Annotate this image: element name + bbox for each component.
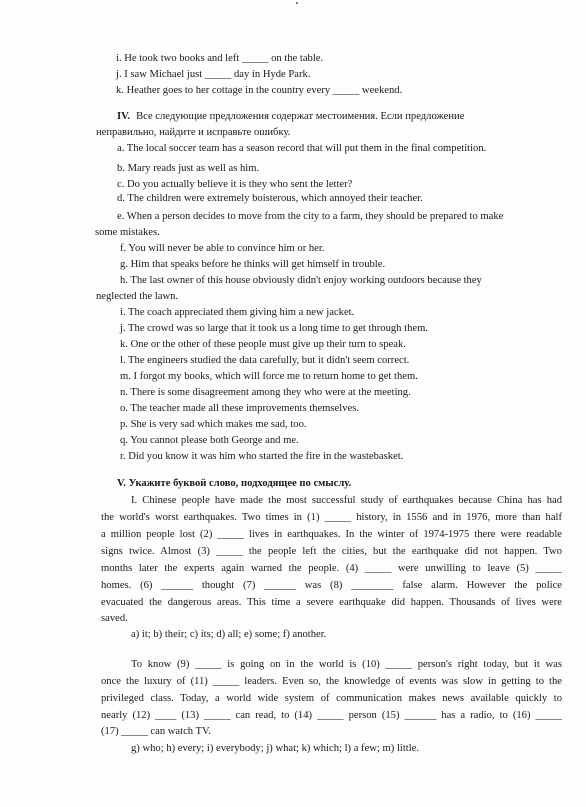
sentence-line: a. The local soccer team has a season record that will put them in the final competition. [117, 143, 487, 154]
sentence-line: b. Mary reads just as well as him. [117, 163, 260, 174]
answer-options: a) it; b) their; c) its; d) all; e) some; f) another. [131, 629, 327, 640]
sentence-line: d. The children were extremely boisterous, which annoyed their teacher. [117, 193, 423, 204]
paragraph-line: evacuated the dangerous areas. This time a severe earthquake did happen. Thousands of lives were [101, 597, 562, 608]
sentence-line: q. You cannot please both George and me. [120, 435, 299, 446]
sentence-line: p. She is very sad which makes me sad, too. [120, 419, 307, 430]
sentence-line: some mistakes. [95, 227, 160, 238]
sentence-line: o. The teacher made all these improvements themselves. [120, 403, 359, 414]
sentence-line: n. There is some disagreement among they who were at the meeting. [120, 387, 411, 398]
paragraph-line: To know (9) _____ is going on in the world is (10) _____ person's right today, but it was [131, 659, 562, 670]
answer-options: g) who; h) every; i) everybody; j) what; k) which; l) a few; m) little. [131, 743, 420, 754]
sentence-line: neglected the lawn. [96, 291, 179, 302]
section-5-heading: V. Укажите буквой слово, подходящее по смыслу. [117, 478, 352, 489]
instruction-text: Все следующие предложения содержат местоимения. Если предложение [136, 111, 465, 122]
sentence-line: r. Did you know it was him who started the fire in the wastebasket. [120, 451, 404, 462]
paragraph-line: months later the experts again warned the people. (4) _____ were unwilling to leave (5) _____ [101, 563, 562, 574]
exercise-item: i. He took two books and left _____ on the table. [116, 53, 324, 64]
sentence-line: g. Him that speaks before he thinks will get himself in trouble. [120, 259, 386, 270]
exercise-item: k. Heather goes to her cottage in the country every _____ weekend. [116, 85, 403, 96]
section-number: IV. [117, 111, 131, 122]
sentence-line: l. The engineers studied the data carefully, but it didn't seem correct. [120, 355, 410, 366]
sentence-line: m. I forgot my books, which will force me to return home to get them. [120, 371, 418, 382]
sentence-line: h. The last owner of this house obviously didn't enjoy working outdoors because they [120, 275, 482, 286]
instruction-text: неправильно, найдите и исправьте ошибку. [96, 127, 291, 138]
paragraph-line: the world's worst earthquakes. Two times in (1) _____ history, in 1556 and in 1976, more than half [101, 512, 562, 523]
exercise-item: j. I saw Michael just _____ day in Hyde Park. [116, 69, 311, 80]
sentence-line: f. You will never be able to convince him or her. [120, 243, 325, 254]
paragraph-line: nearly (12) ____ (13) _____ can read, to (14) _____ person (15) ______ has a radio, to (16) _____ [101, 710, 562, 721]
sentence-line: j. The crowd was so large that it took us a long time to get through them. [120, 323, 428, 334]
paragraph-line: (17) _____ can watch TV. [101, 726, 211, 737]
paragraph-line: once the luxury of (11) _____ leaders. Even so, the knowledge of events was slow in getting to the [101, 676, 562, 687]
paragraph-line: privileged class. Today, a world wide system of communication makes news available quickly to [101, 693, 562, 704]
paragraph-line: homes. (6) ______ thought (7) ______ was (8) ________ false alarm. However the police [101, 580, 562, 591]
section-4-instruction [117, 110, 537, 123]
sentence-line: c. Do you actually believe it is they who sent the letter? [117, 179, 353, 190]
paragraph-line: signs twice. Almost (3) _____ the people left the cities, but the earthquake did not happen. Two [101, 546, 562, 557]
sentence-line: k. One or the other of these people must give up their turn to speak. [120, 339, 406, 350]
paragraph-line: a million people lost (2) _____ lives in earthquakes. In the winter of 1974-1975 there were readable [101, 529, 562, 540]
sentence-line: e. When a person decides to move from the city to a farm, they should be prepared to make [117, 211, 504, 222]
sentence-line: i. The coach appreciated them giving him a new jacket. [120, 307, 355, 318]
scan-dot [296, 2, 298, 4]
paragraph-line: I. Chinese people have made the most successful study of earthquakes because China has had [131, 495, 562, 506]
paragraph-line: saved. [101, 613, 128, 624]
